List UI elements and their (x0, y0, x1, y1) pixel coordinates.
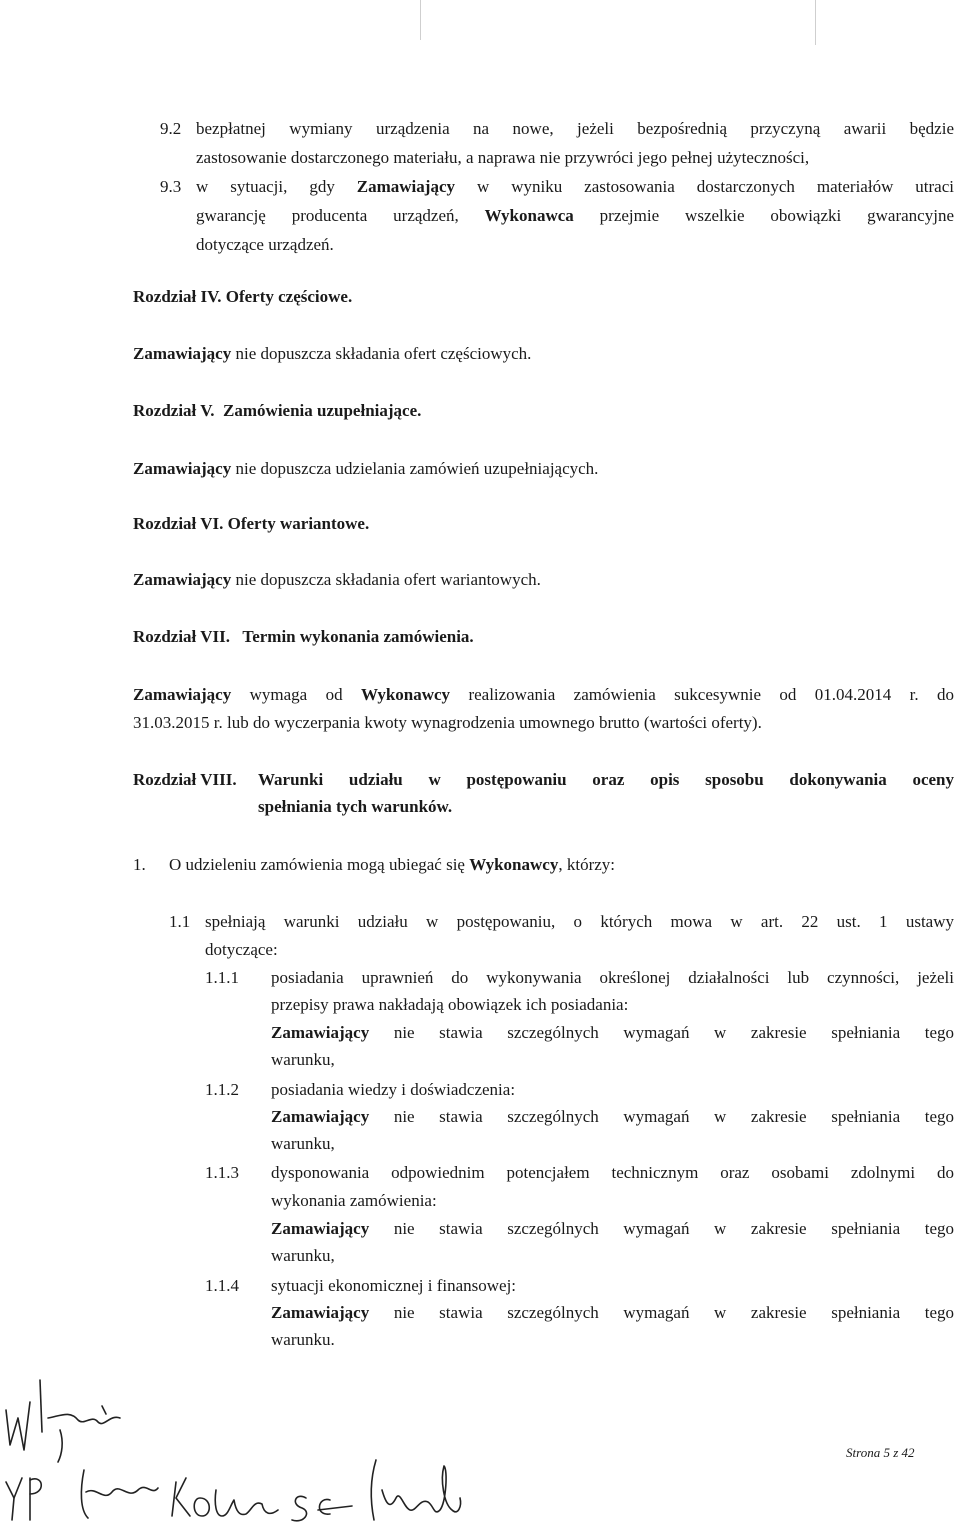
scan-artifact (420, 0, 421, 40)
requirement-line: Zamawiający nie stawia szczególnych wymagań w zakresie spełniania tego (271, 1023, 954, 1042)
item-number: 1.1.2 (205, 1080, 239, 1099)
section-heading: Rozdział VII. Termin wykonania zamówienia. (133, 627, 474, 646)
item-number: 1.1 (169, 912, 191, 931)
item-number: 1.1.3 (205, 1163, 239, 1182)
item-number: 1.1.1 (205, 968, 239, 987)
item-text-line: bezpłatnej wymiany urządzenia na nowe, jeżeli bezpośrednią przyczyną awarii będzie (196, 119, 954, 138)
item-text-line: dysponowania odpowiednim potencjałem technicznym oraz osobami zdolnymi do (271, 1163, 954, 1182)
item-text-line: zastosowanie dostarczonego materiału, a naprawa nie przywróci jego pełnej użyteczności, (196, 148, 810, 167)
requirement-line: warunku, (271, 1246, 335, 1265)
item-text-line: spełniają warunki udziału w postępowaniu, o których mowa w art. 22 ust. 1 ustawy (205, 912, 954, 931)
item-number: 1.1.4 (205, 1276, 239, 1295)
section-body: Zamawiający nie dopuszcza składania ofert częściowych. (133, 344, 532, 363)
handwritten-signatures (0, 1370, 480, 1525)
section-heading: Warunki udziału w postępowaniu oraz opis sposobu dokonywania oceny (258, 770, 954, 789)
section-body: 31.03.2015 r. lub do wyczerpania kwoty wynagrodzenia umownego brutto (wartości oferty). (133, 713, 762, 732)
scan-artifact (815, 0, 816, 45)
item-text-line: posiadania uprawnień do wykonywania określonej działalności lub czynności, jeżeli (271, 968, 954, 987)
item-number: 1. (133, 855, 146, 874)
item-text-line: w sytuacji, gdy Zamawiający w wyniku zastosowania dostarczonych materiałów utraci (196, 177, 954, 196)
item-number: 9.2 (160, 119, 182, 138)
section-heading: Rozdział IV. Oferty częściowe. (133, 287, 353, 306)
page-number: Strona 5 z 42 (846, 1445, 915, 1460)
section-heading: spełniania tych warunków. (258, 797, 453, 816)
item-text-line: sytuacji ekonomicznej i finansowej: (271, 1276, 517, 1295)
item-text-line: posiadania wiedzy i doświadczenia: (271, 1080, 516, 1099)
item-number: 9.3 (160, 177, 182, 196)
section-heading: Rozdział VIII. (133, 770, 237, 789)
section-heading: Rozdział VI. Oferty wariantowe. (133, 514, 370, 533)
requirement-line: warunku, (271, 1134, 335, 1153)
requirement-line: warunku, (271, 1050, 335, 1069)
item-text-line: gwarancję producenta urządzeń, Wykonawca przejmie wszelkie obowiązki gwarancyjne (196, 206, 954, 225)
item-text-line: przepisy prawa nakładają obowiązek ich posiadania: (271, 995, 629, 1014)
section-body: Zamawiający nie dopuszcza składania ofert wariantowych. (133, 570, 541, 589)
requirement-line: Zamawiający nie stawia szczególnych wymagań w zakresie spełniania tego (271, 1219, 954, 1238)
requirement-line: warunku. (271, 1330, 335, 1349)
item-text-line: O udzieleniu zamówienia mogą ubiegać się Wykonawcy, którzy: (169, 855, 615, 874)
item-text-line: dotyczące: (205, 940, 278, 959)
section-body: Zamawiający nie dopuszcza udzielania zamówień uzupełniających. (133, 459, 599, 478)
requirement-line: Zamawiający nie stawia szczególnych wymagań w zakresie spełniania tego (271, 1107, 954, 1126)
item-text-line: dotyczące urządzeń. (196, 235, 334, 254)
section-heading: Rozdział V. Zamówienia uzupełniające. (133, 401, 422, 420)
requirement-line: Zamawiający nie stawia szczególnych wymagań w zakresie spełniania tego (271, 1303, 954, 1322)
section-body: Zamawiający wymaga od Wykonawcy realizowania zamówienia sukcesywnie od 01.04.2014 r. do (133, 685, 955, 704)
item-text-line: wykonania zamówienia: (271, 1191, 437, 1210)
